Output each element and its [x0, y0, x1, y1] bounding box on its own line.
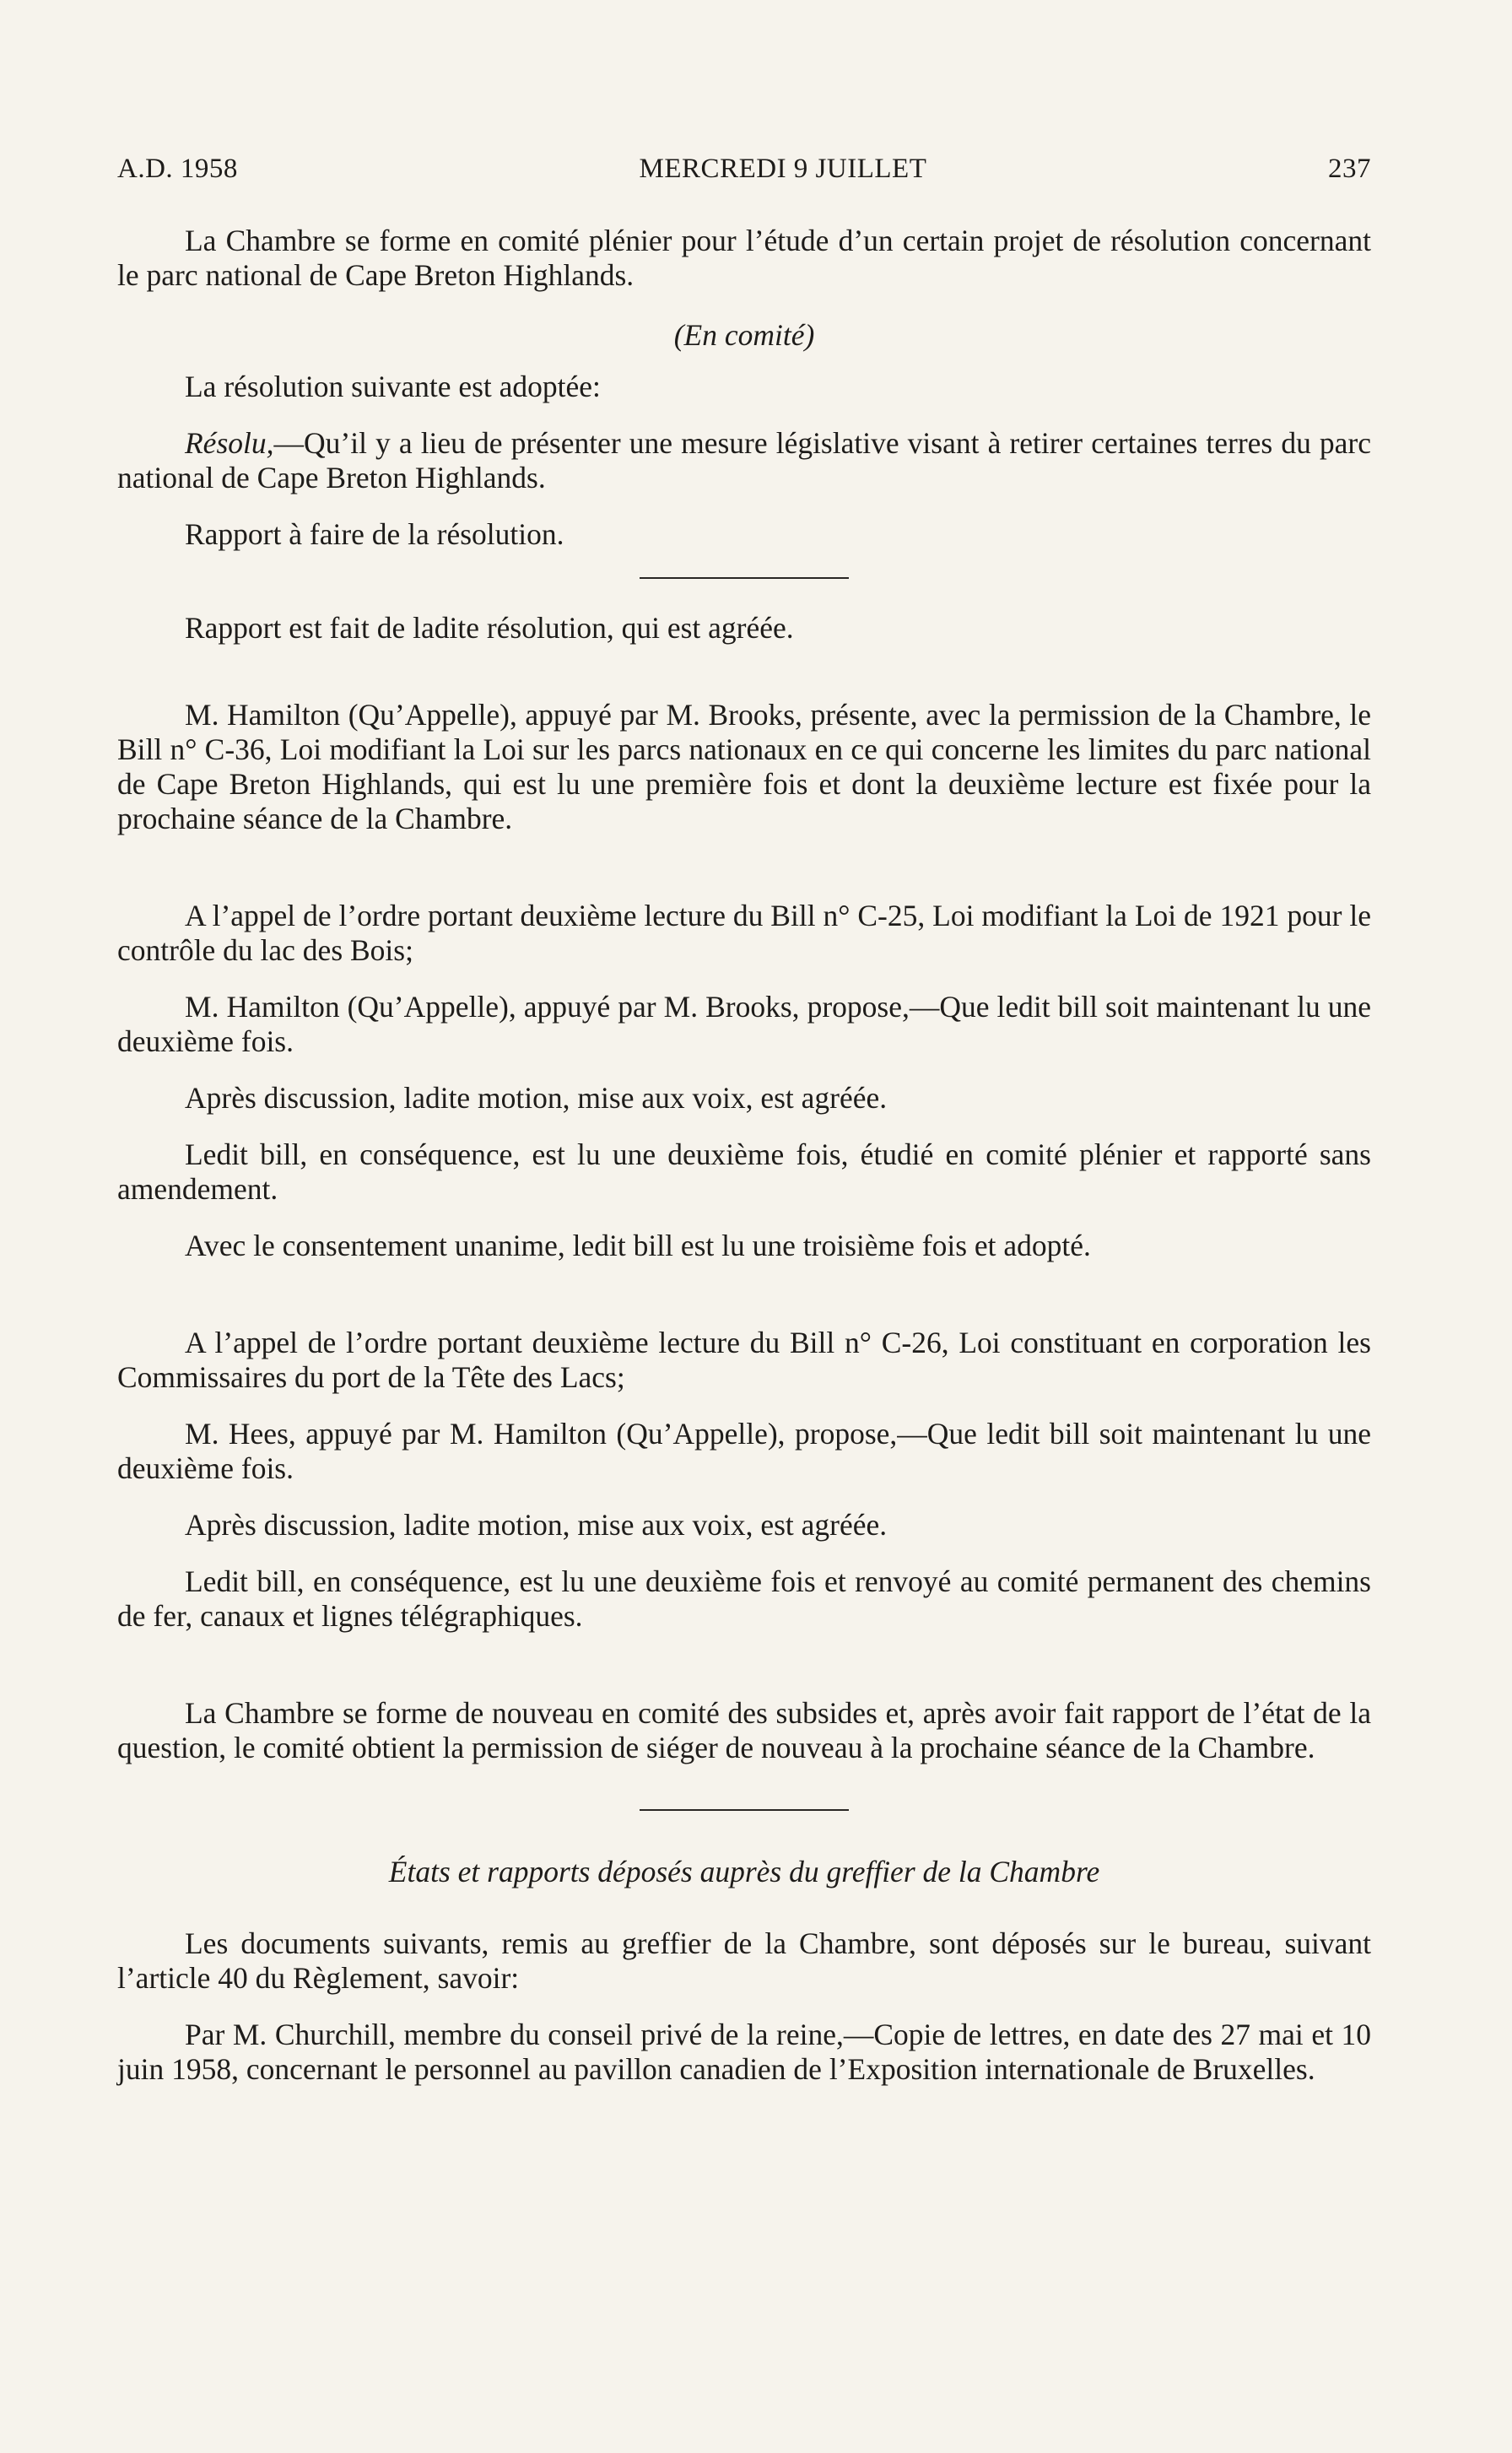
- paragraph-bill-c25-second-reading: Ledit bill, en conséquence, est lu une deuxième fois, étudié en comité plénier et rapporté sans amendement.: [117, 1137, 1371, 1206]
- in-committee-text: (En comité): [673, 318, 815, 352]
- paragraph-bill-c36: M. Hamilton (Qu’Appelle), appuyé par M. Brooks, présente, avec la permission de la Chambre, le Bill n° C-36, Loi modifiant la Loi sur les parcs nationaux en ce qui concerne les limites du parc national de Cape Breton Highlands, qui est lu une première fois et dont la deuxième lecture est fixée pour la prochaine séance de la Chambre.: [117, 698, 1371, 835]
- paragraph-bill-c25-call: A l’appel de l’ordre portant deuxième lecture du Bill n° C-25, Loi modifiant la Loi de 1921 pour le contrôle du lac des Bois;: [117, 899, 1371, 967]
- paragraph-bill-c26-referral: Ledit bill, en conséquence, est lu une deuxième fois et renvoyé au comité permanent des chemins de fer, canaux et lignes télégraphiques.: [117, 1564, 1371, 1633]
- paragraph-bill-c26-call: A l’appel de l’ordre portant deuxième lecture du Bill n° C-26, Loi constituant en corporation les Commissaires du port de la Tête des Lacs;: [117, 1326, 1371, 1394]
- paragraph-bill-c26-debate: Après discussion, ladite motion, mise aux voix, est agréée.: [185, 1508, 888, 1542]
- paragraph-bill-c25-debate: Après discussion, ladite motion, mise aux voix, est agréée.: [185, 1081, 888, 1115]
- journal-page: [117, 152, 1371, 2087]
- paragraph-documents-tabled: Les documents suivants, remis au greffier de la Chambre, sont déposés sur le bureau, suivant l’article 40 du Règlement, savoir:: [117, 1926, 1371, 1995]
- paragraph-committee-whole: La Chambre se forme en comité plénier pour l’étude d’un certain projet de résolution concernant le parc national de Cape Breton Highlands.: [117, 224, 1371, 292]
- section-divider: [640, 1809, 849, 1811]
- paragraph-report-made: Rapport est fait de ladite résolution, qui est agréée.: [185, 611, 794, 645]
- paragraph-bill-c25-third-reading: Avec le consentement unanime, ledit bill est lu une troisième fois et adopté.: [185, 1229, 1091, 1262]
- paragraph-bill-c26-motion: M. Hees, appuyé par M. Hamilton (Qu’Appelle), propose,—Que ledit bill soit maintenant lu une deuxième fois.: [117, 1417, 1371, 1485]
- in-committee-label: [117, 318, 1371, 353]
- paragraph-supply-committee: La Chambre se forme de nouveau en comité des subsides et, après avoir fait rapport de l’état de la question, le comité obtient la permission de siéger de nouveau à la prochaine séance de la Chambre.: [117, 1696, 1371, 1764]
- section-title-returns-reports: États et rapports déposés auprès du greffier de la Chambre: [388, 1855, 1100, 1888]
- paragraph-report-to-make: Rapport à faire de la résolution.: [185, 517, 564, 551]
- header-year: A.D. 1958: [117, 154, 238, 184]
- section-divider: [640, 577, 849, 579]
- header-date: MERCREDI 9 JUILLET: [639, 154, 927, 184]
- resolved-text: —Qu’il y a lieu de présenter une mesure législative visant à retirer certaines terres du parc national de Cape Breton Highlands.: [117, 426, 1371, 494]
- page-header: [117, 152, 1371, 186]
- paragraph-churchill-letters: Par M. Churchill, membre du conseil privé de la reine,—Copie de lettres, en date des 27 mai et 10 juin 1958, concernant le personnel au pavillon canadien de l’Exposition internationale de Bruxelles.: [117, 2018, 1371, 2086]
- paragraph-bill-c25-motion: M. Hamilton (Qu’Appelle), appuyé par M. Brooks, propose,—Que ledit bill soit maintenant lu une deuxième fois.: [117, 990, 1371, 1058]
- page-number: 237: [1327, 154, 1371, 184]
- paragraph-resolution-adopted: La résolution suivante est adoptée:: [185, 370, 601, 403]
- paragraph-resolved: [117, 426, 1371, 495]
- resolved-label: Résolu,: [185, 426, 274, 460]
